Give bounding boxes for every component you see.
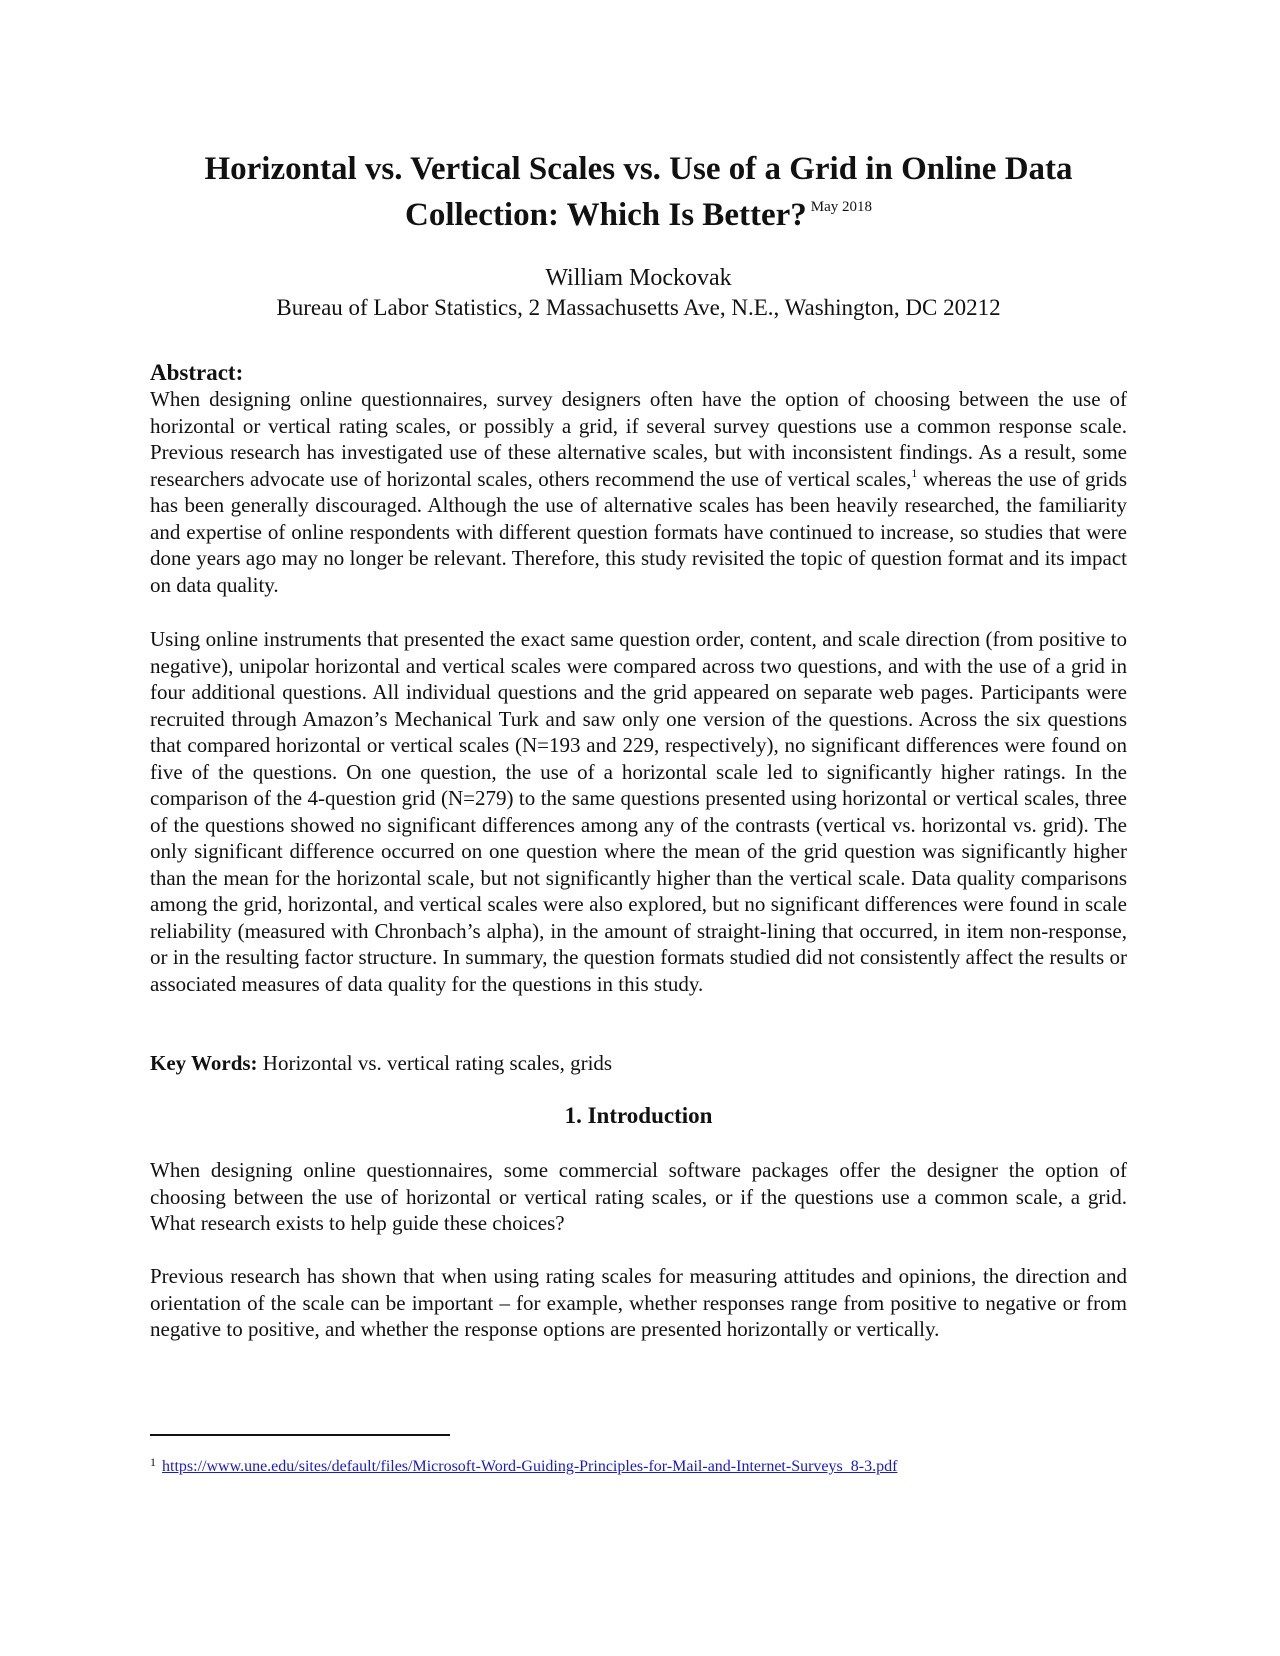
footnote-link[interactable]: https://www.une.edu/sites/default/files/Microsoft-Word-Guiding-Principles-for-Mail-and-Internet-Surveys_8-3.pdf — [162, 1458, 898, 1475]
abstract-p1-text-b: whereas the use of grids has been generally discouraged. Although the use of alternative scales has been heavily researched, the familiarity and expertise of online respondents with different question formats have continued to increase, so studies that were done years ago may no longer be relevant. Therefore, this study revisited the topic of question format and its impact on data quality. — [150, 466, 1128, 597]
abstract-paragraph-2: Using online instruments that presented the exact same question order, content, and scale direction (from positive to negative), unipolar horizontal and vertical scales were compared across two questions, and with the use of a grid in four additional questions. All individual questions and the grid appeared on separate web pages. Participants were recruited through Amazon’s Mechanical Turk and saw only one version of the questions. Across the six questions that compared horizontal or vertical scales (N=193 and 229, respectively), no significant differences were found on five of the questions. On one question, the use of a horizontal scale led to significantly higher ratings. In the comparison of the 4-question grid (N=279) to the same questions presented using horizontal or vertical scales, three of the questions showed no significant differences among any of the contrasts (vertical vs. horizontal vs. grid). The only significant difference occurred on one question where the mean of the grid question was significantly higher than the mean for the horizontal scale, but not significantly higher than the vertical scale. Data quality comparisons among the grid, horizontal, and vertical scales were also explored, but no significant differences were found in scale reliability (measured with Chronbach’s alpha), in the amount of straight-lining that occurred, in item non-response, or in the resulting factor structure. In summary, the question formats studied did not consistently affect the results or associated measures of data quality for the questions in this study. — [150, 627, 1127, 996]
footnote-mark: 1 — [150, 1455, 156, 1469]
introduction-paragraph-2: Previous research has shown that when using rating scales for measuring attitudes and opinions, the direction and orientation of the scale can be important – for example, whether responses range from positive to negative or from negative to positive, and whether the response options are presented horizontally or vertically. — [150, 1264, 1127, 1341]
footnote — [150, 1452, 897, 1477]
abstract-paragraph-1 — [150, 386, 1127, 598]
author-name: William Mockovak — [545, 265, 732, 291]
footnote-divider — [150, 1434, 450, 1436]
abstract-p1-text-a: When designing online questionnaires, survey designers often have the option of choosing between the use of horizontal or vertical rating scales, or possibly a grid, if several survey questions use a common response scale. Previous research has investigated use of these alternative scales, but with inconsistent findings. As a result, some researchers advocate use of horizontal scales, others recommend the use of vertical scales, — [150, 387, 1127, 491]
title-text: Horizontal vs. Vertical Scales vs. Use of a Grid in Online Data Collection: Which Is Better? — [204, 151, 1073, 233]
paper-title — [150, 150, 1127, 234]
keywords-label: Key Words: — [150, 1051, 258, 1075]
abstract-heading: Abstract: — [150, 360, 244, 385]
introduction-paragraph-1: When designing online questionnaires, some commercial software packages offer the designer the option of choosing between the use of horizontal or vertical rating scales, or if the questions use a common scale, a grid. What research exists to help guide these choices? — [150, 1158, 1127, 1235]
introduction-heading: 1. Introduction — [564, 1103, 713, 1128]
keywords-line — [150, 1050, 1127, 1077]
footnote-reference[interactable]: 1 — [911, 465, 918, 480]
title-date: May 2018 — [810, 199, 872, 215]
keywords-text: Horizontal vs. vertical rating scales, grids — [257, 1051, 613, 1075]
author-affiliation: Bureau of Labor Statistics, 2 Massachusetts Ave, N.E., Washington, DC 20212 — [276, 295, 1001, 320]
